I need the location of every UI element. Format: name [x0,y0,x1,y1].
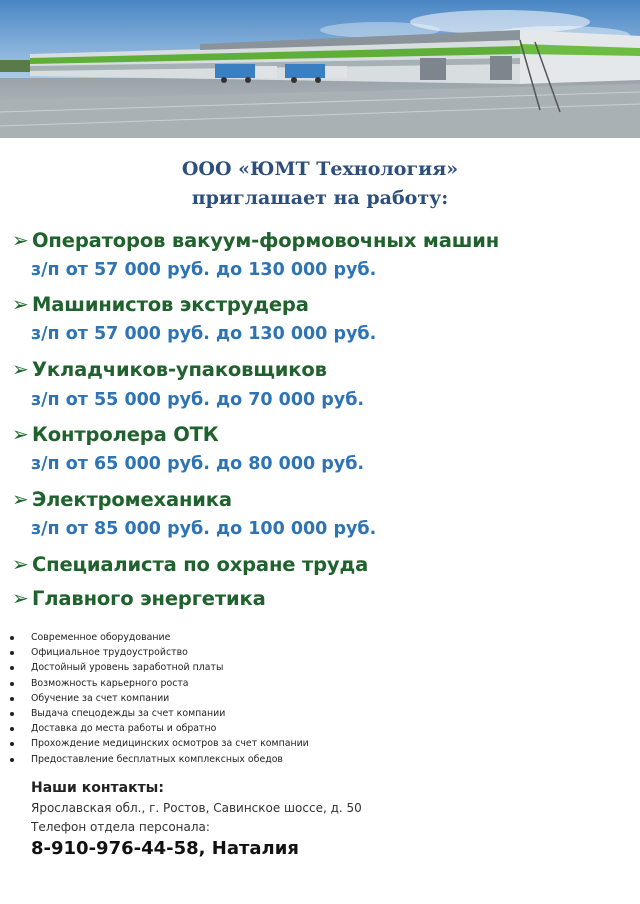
bullet-dot-icon [10,742,14,746]
vacancy-title: Контролера ОТК [32,422,219,446]
vacancy-title: Операторов вакуум-формовочных машин [32,228,500,252]
bullet-dot-icon [10,727,14,731]
benefit-item [0,691,309,706]
bullet-dot-icon [10,712,14,716]
benefit-item [0,736,309,751]
vacancy-title: Укладчиков-упаковщиков [32,357,327,381]
vacancy-title: Главного энергетика [32,586,266,610]
arrow-bullet-icon: ➢ [12,586,29,610]
arrow-bullet-icon: ➢ [12,228,29,252]
invitation-subtitle: приглашает на работу: [191,187,449,209]
vacancy-salary: з/п от 57 000 руб. до 130 000 руб. [31,260,377,280]
arrow-bullet-icon: ➢ [12,552,29,576]
vacancy-title: Машинистов экструдера [32,292,309,316]
vacancy-title: Электромеханика [32,487,232,511]
benefit-text: Прохождение медицинских осмотров за счет компании [31,738,309,750]
arrow-bullet-icon: ➢ [12,422,29,446]
contact-phone: 8-910-976-44-58, Наталия [31,838,299,859]
benefit-item [0,706,309,721]
benefit-item [0,752,309,767]
benefit-text: Выдача спецодежды за счет компании [31,707,226,719]
benefit-text: Официальное трудоустройство [31,647,188,659]
company-title: ООО «ЮМТ Технология» [181,158,459,180]
benefit-item [0,660,309,675]
contact-address: Ярославская обл., г. Ростов, Савинское шоссе, д. 50 [31,801,362,815]
arrow-bullet-icon: ➢ [12,292,29,316]
benefit-item [0,676,309,691]
benefit-text: Доставка до места работы и обратно [31,723,217,735]
vacancy-item [12,585,266,611]
vacancy-item [12,227,499,253]
vacancy-item [12,486,232,512]
benefit-item [0,645,309,660]
bullet-dot-icon [10,758,14,762]
vacancy-salary: з/п от 55 000 руб. до 70 000 руб. [31,390,365,410]
bullet-dot-icon [10,636,14,640]
arrow-bullet-icon: ➢ [12,487,29,511]
vacancy-item [12,356,327,382]
vacancy-item [12,551,368,577]
vacancy-title: Специалиста по охране труда [32,552,369,576]
benefits-list [0,630,309,767]
bullet-dot-icon [10,666,14,670]
bullet-dot-icon [10,697,14,701]
benefit-text: Обучение за счет компании [31,692,170,704]
benefit-text: Предоставление бесплатных комплексных обедов [31,753,283,765]
contact-phone-label: Телефон отдела персонала: [31,820,210,834]
vacancy-item [12,421,219,447]
arrow-bullet-icon: ➢ [12,357,29,381]
benefit-text: Современное оборудование [31,632,171,643]
benefit-item [0,721,309,736]
vacancy-salary: з/п от 85 000 руб. до 100 000 руб. [31,519,377,539]
bullet-dot-icon [10,682,14,686]
benefit-item [0,630,309,645]
benefit-text: Достойный уровень заработной платы [31,662,224,674]
contacts-heading: Наши контакты: [31,780,164,796]
benefit-text: Возможность карьерного роста [31,677,189,689]
vacancy-salary: з/п от 57 000 руб. до 130 000 руб. [31,324,377,344]
vacancy-salary: з/п от 65 000 руб. до 80 000 руб. [31,454,365,474]
vacancy-item [12,291,309,317]
factory-building-image [0,0,640,138]
bullet-dot-icon [10,651,14,655]
